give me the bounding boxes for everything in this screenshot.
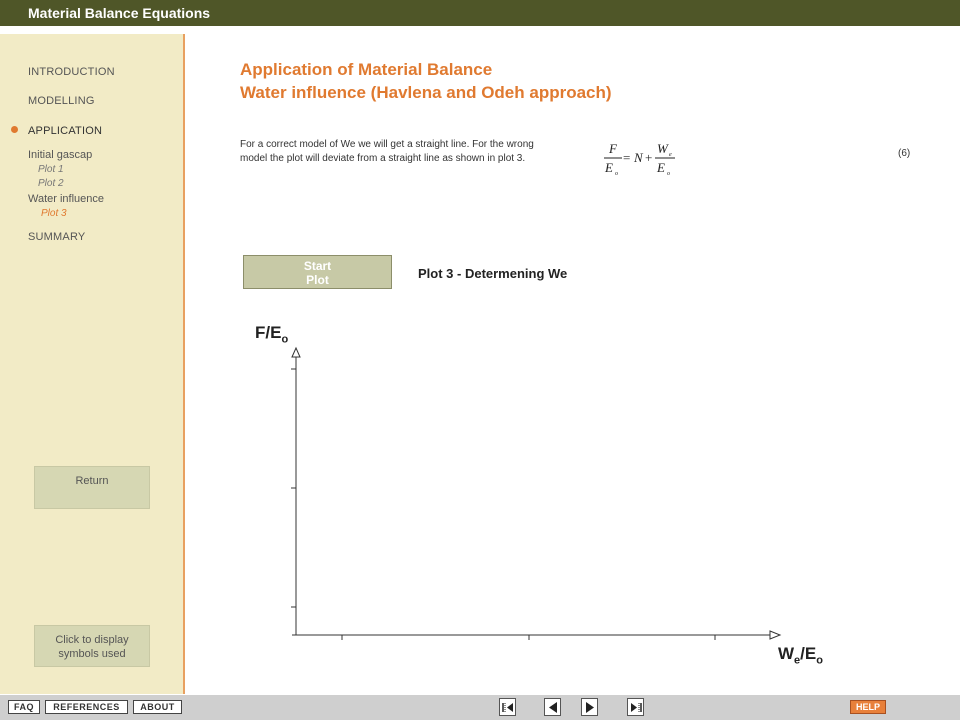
- y-axis-label-main: F/E: [255, 323, 282, 342]
- nav-summary[interactable]: SUMMARY: [28, 231, 86, 243]
- last-page-icon: [630, 702, 642, 713]
- nav-introduction[interactable]: INTRODUCTION: [28, 66, 115, 78]
- bottom-bar: [0, 695, 960, 720]
- return-label: Return: [75, 475, 109, 487]
- start-plot-label-line2: Plot: [306, 273, 329, 287]
- previous-page-button[interactable]: [544, 698, 561, 716]
- help-button[interactable]: HELP: [850, 700, 886, 714]
- title-bar: [0, 0, 960, 26]
- x-axis-label: [778, 644, 823, 666]
- x-axis-label-main: W: [778, 644, 795, 663]
- first-page-icon: [502, 702, 514, 713]
- about-button[interactable]: ABOUT: [133, 700, 182, 714]
- symbols-label-line2: symbols used: [58, 648, 126, 660]
- equation-number: (6): [898, 148, 911, 159]
- page-heading-2: Water influence (Havlena and Odeh approach): [240, 83, 612, 102]
- next-page-button[interactable]: [581, 698, 598, 716]
- next-page-icon: [584, 702, 596, 713]
- eq-rhs-num-subscript: e: [669, 152, 672, 158]
- references-button[interactable]: REFERENCES: [45, 700, 128, 714]
- x-axis-label-subscript-1: e: [794, 654, 801, 667]
- nav-application[interactable]: APPLICATION: [28, 125, 103, 137]
- start-plot-label-line1: Start: [303, 259, 332, 273]
- plot-area: [240, 315, 800, 655]
- x-axis-label-subscript-2: o: [816, 654, 823, 667]
- nav-water-influence[interactable]: Water influence: [28, 193, 105, 205]
- active-bullet-icon: [11, 126, 18, 133]
- eq-n-term: N: [634, 150, 643, 165]
- last-page-button[interactable]: [627, 698, 644, 716]
- nav-plot-2[interactable]: Plot 2: [38, 178, 64, 189]
- plot-title: Plot 3 - Determening We: [418, 266, 568, 281]
- eq-plus: +: [645, 150, 653, 165]
- eq-lhs-numerator: F: [609, 141, 617, 156]
- eq-equals: =: [623, 150, 631, 165]
- symbols-button[interactable]: [34, 625, 150, 667]
- nav-plot-3[interactable]: Plot 3: [41, 208, 67, 219]
- nav-initial-gascap[interactable]: Initial gascap: [28, 149, 93, 161]
- eq-lhs-denominator: E: [605, 160, 613, 175]
- return-button[interactable]: [34, 466, 150, 509]
- description-text: For a correct model of We we will get a straight line. For the wrong model the plot will deviate from a straight line as shown in plot 3.: [240, 139, 534, 164]
- material-balance-equation: [600, 136, 690, 180]
- eq-rhs-numerator: W: [657, 141, 668, 156]
- sidebar: [0, 34, 185, 694]
- x-axis-label-separator: /E: [800, 644, 817, 663]
- faq-button[interactable]: FAQ: [8, 700, 40, 714]
- y-axis-arrow-icon: [292, 348, 300, 357]
- x-axis-arrow-icon: [770, 631, 780, 639]
- y-axis-label-subscript: o: [281, 333, 289, 346]
- first-page-button[interactable]: [499, 698, 516, 716]
- eq-rhs-denominator: E: [657, 160, 665, 175]
- nav-plot-1[interactable]: Plot 1: [38, 164, 64, 175]
- eq-lhs-den-subscript: o: [615, 171, 618, 177]
- app-title: Material Balance Equations: [28, 5, 211, 21]
- page-heading-1: Application of Material Balance: [240, 60, 493, 79]
- nav-modelling[interactable]: MODELLING: [28, 95, 95, 107]
- eq-rhs-den-subscript: o: [667, 171, 670, 177]
- start-plot-button[interactable]: [243, 255, 392, 289]
- symbols-label-line1: Click to display: [55, 634, 129, 646]
- previous-page-icon: [547, 702, 559, 713]
